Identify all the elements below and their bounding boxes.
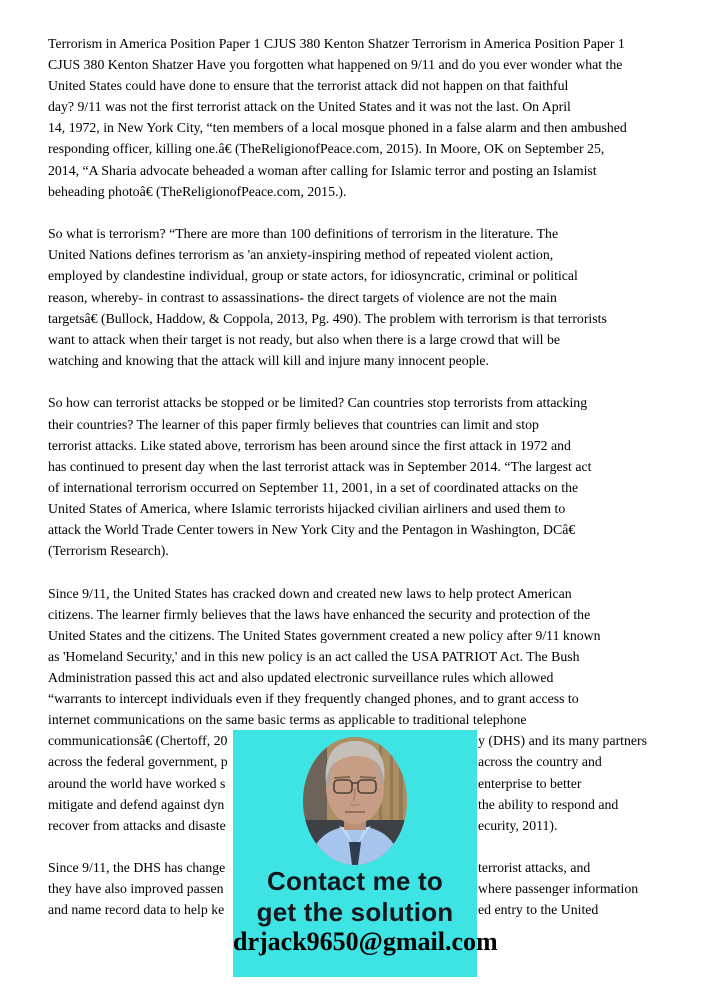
text-line: Terrorism in America Position Paper 1 CJUS 380 Kenton Shatzer Terrorism in America Position Paper 1 <box>48 36 625 51</box>
text-line: “warrants to intercept individuals even if they frequently changed phones, and to grant access to <box>48 691 579 707</box>
text-line: has continued to present day when the last terrorist attack was in September 2014. “The largest act <box>48 458 592 474</box>
text-line: responding officer, killing one.â€ (TheReligionofPeace.com, 2015). In Moore, OK on September 25, <box>48 141 605 157</box>
text-fragment-left: recover from attacks and disaste <box>48 817 226 833</box>
contact-email: drjack9650@gmail.com <box>233 927 498 956</box>
contact-headline-line2: get the solution <box>256 897 454 927</box>
text-line: terrorist attacks. Like stated above, terrorism has been around since the first attack in 1972 and <box>48 437 571 453</box>
text-line: So what is terrorism? “There are more than 100 definitions of terrorism in the literature. The <box>48 226 559 242</box>
text-fragment-left: across the federal government, p <box>48 754 228 770</box>
text-fragment-left: around the world have worked s <box>48 775 226 791</box>
text-line: beheading photoâ€ (TheReligionofPeace.com, 2015.). <box>48 183 347 199</box>
text-line: watching and knowing that the attack will kill and injure many innocent people. <box>48 352 490 368</box>
text-line: employed by clandestine individual, group or state actors, for idiosyncratic, criminal or political <box>48 268 578 284</box>
text-fragment-left: Since 9/11, the DHS has change <box>48 860 226 876</box>
text-line: Administration passed this act and also updated electronic surveillance rules which allowed <box>48 670 554 686</box>
text-line: So how can terrorist attacks be stopped or be limited? Can countries stop terrorists from attacking <box>48 395 588 411</box>
text-fragment-left: and name record data to help ke <box>48 902 225 918</box>
text-line: of international terrorism occurred on September 11, 2001, in a set of coordinated attacks on the <box>48 479 579 495</box>
text-line: want to attack when their target is not ready, but also when there is a large crowd that will be <box>48 331 560 347</box>
text-line: United States and the citizens. The United States government created a new policy after 9/11 known <box>48 627 601 643</box>
text-line: attack the World Trade Center towers in New York City and the Pentagon in Washington, DCâ€ <box>48 521 576 537</box>
text-line: 2014, “A Sharia advocate beheaded a woman after calling for Islamic terror and posting an Islamist <box>48 162 597 178</box>
paragraph <box>48 392 670 561</box>
text-line: 14, 1972, in New York City, “ten members of a local mosque phoned in a false alarm and then ambushed <box>48 120 627 136</box>
contact-headline <box>233 866 477 928</box>
text-line: Since 9/11, the United States has cracked down and created new laws to help protect American <box>48 585 572 601</box>
text-fragment-right: ed entry to the United <box>478 902 599 918</box>
text-fragment-right: y (DHS) and its many partners <box>478 733 647 749</box>
text-line: CJUS 380 Kenton Shatzer Have you forgotten what happened on 9/11 and do you ever wonder what the <box>48 57 623 73</box>
text-line: their countries? The learner of this paper firmly believes that countries can limit and stop <box>48 416 539 432</box>
text-line: targetsâ€ (Bullock, Haddow, & Coppola, 2013, Pg. 490). The problem with terrorism is that terrorists <box>48 310 607 326</box>
text-fragment-right: where passenger information <box>478 881 639 897</box>
text-fragment-right: across the country and <box>478 754 602 770</box>
text-line: (Terrorism Research). <box>48 543 169 559</box>
text-line: as 'Homeland Security,' and in this new policy is an act called the USA PATRIOT Act. The Bush <box>48 648 580 664</box>
contact-overlay <box>233 730 498 977</box>
text-fragment-right: ecurity, 2011). <box>478 817 558 833</box>
text-line: reason, whereby- in contrast to assassinations- the direct targets of violence are not the main <box>48 289 557 305</box>
text-line: United Nations defines terrorism as 'an anxiety-inspiring method of repeated violent action, <box>48 247 554 263</box>
paragraph <box>48 33 670 202</box>
text-fragment-right: terrorist attacks, and <box>478 860 591 876</box>
text-fragment-right: the ability to respond and <box>478 796 619 812</box>
text-line: United States could have done to ensure that the terrorist attack did not happen on that faithful <box>48 78 569 94</box>
text-line: day? 9/11 was not the first terrorist attack on the United States and it was not the last. On April <box>48 99 571 115</box>
text-fragment-right: enterprise to better <box>478 775 582 791</box>
text-fragment-left: they have also improved passen <box>48 881 224 897</box>
paragraph <box>48 223 670 371</box>
text-fragment-left: communicationsâ€ (Chertoff, 20 <box>48 733 228 749</box>
contact-avatar-photo <box>233 730 477 870</box>
text-line: United States of America, where Islamic terrorists hijacked civilian airliners and used them to <box>48 500 566 516</box>
text-fragment-left: mitigate and defend against dyn <box>48 796 225 812</box>
text-line: internet communications on the same basic terms as applicable to traditional telephone <box>48 712 527 728</box>
avatar-graphic <box>303 737 407 865</box>
contact-headline-line1: Contact me to <box>267 866 443 896</box>
text-line: citizens. The learner firmly believes that the laws have enhanced the security and protection of the <box>48 606 591 622</box>
